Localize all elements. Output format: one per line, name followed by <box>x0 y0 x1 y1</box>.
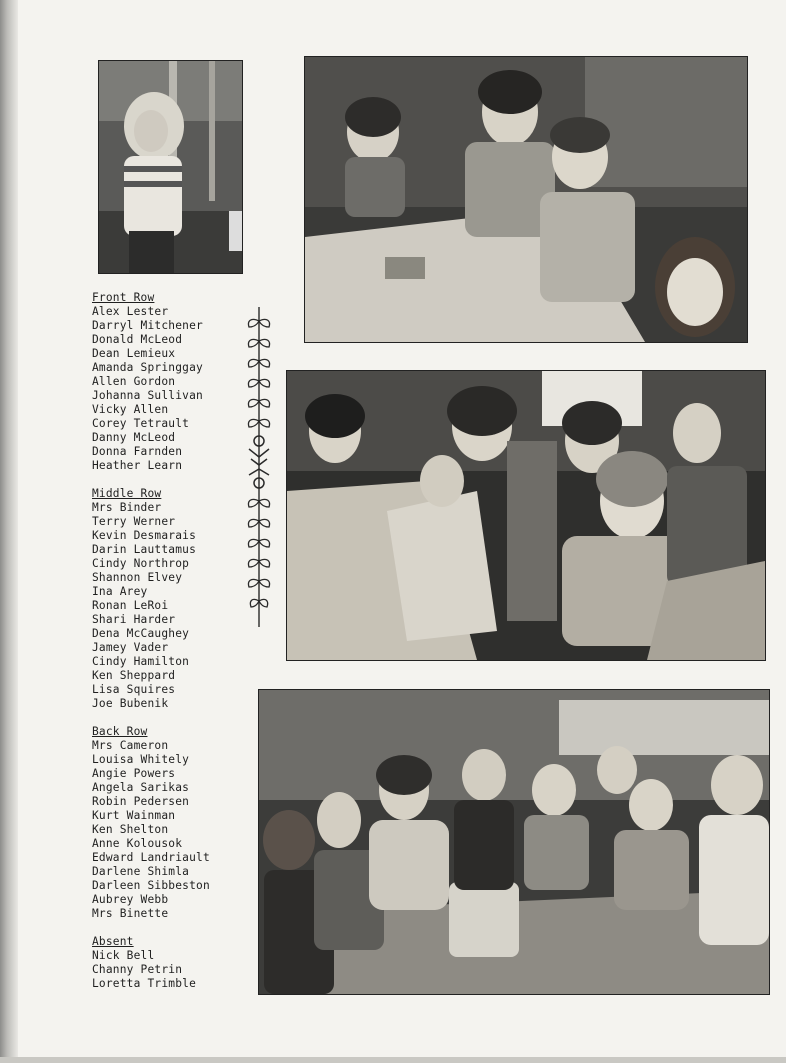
student-name: Ronan LeRoi <box>92 599 169 612</box>
student-name: Dean Lemieux <box>92 347 176 360</box>
student-name: Cindy Hamilton <box>92 655 190 668</box>
student-name: Joe Bubenik <box>92 697 169 710</box>
student-name: Ina Arey <box>92 585 148 598</box>
student-name: Ken Shelton <box>92 823 169 836</box>
student-name: Jamey Vader <box>92 641 169 654</box>
student-name: Robin Pedersen <box>92 795 190 808</box>
name-group <box>92 487 242 711</box>
student-name: Terry Werner <box>92 515 176 528</box>
student-name: Darleen Sibbeston <box>92 879 210 892</box>
student-name: Shannon Elvey <box>92 571 183 584</box>
binding-edge <box>0 0 18 1063</box>
photo-children-at-table-with-teacher <box>258 689 770 995</box>
student-name: Mrs Binette <box>92 907 169 920</box>
name-group <box>92 291 242 473</box>
group-heading: Absent <box>92 935 134 948</box>
student-name: Edward Landriault <box>92 851 210 864</box>
photo-children-with-crafts <box>286 370 766 661</box>
name-group <box>92 725 242 921</box>
student-name: Angela Sarikas <box>92 781 190 794</box>
student-name: Mrs Binder <box>92 501 162 514</box>
student-name: Loretta Trimble <box>92 977 197 990</box>
student-name: Louisa Whitely <box>92 753 190 766</box>
student-name: Donald McLeod <box>92 333 183 346</box>
student-name: Mrs Cameron <box>92 739 169 752</box>
student-name: Dena McCaughey <box>92 627 190 640</box>
fern-ornament <box>243 307 275 627</box>
student-name: Anne Kolousok <box>92 837 183 850</box>
student-name: Angie Powers <box>92 767 176 780</box>
student-name: Cindy Northrop <box>92 557 190 570</box>
group-heading: Middle Row <box>92 487 162 500</box>
student-name: Heather Learn <box>92 459 183 472</box>
student-name: Ken Sheppard <box>92 669 176 682</box>
student-name: Channy Petrin <box>92 963 183 976</box>
photo-girl-on-telephone <box>98 60 243 274</box>
student-name: Johanna Sullivan <box>92 389 203 402</box>
student-name: Darlene Shimla <box>92 865 190 878</box>
class-name-list <box>92 291 242 1005</box>
student-name: Danny McLeod <box>92 431 176 444</box>
student-name: Donna Farnden <box>92 445 183 458</box>
student-name: Nick Bell <box>92 949 155 962</box>
group-heading: Front Row <box>92 291 155 304</box>
photo-class-drawing-with-teacher <box>304 56 748 343</box>
student-name: Shari Harder <box>92 613 176 626</box>
student-name: Kevin Desmarais <box>92 529 197 542</box>
group-heading: Back Row <box>92 725 148 738</box>
student-name: Amanda Springgay <box>92 361 203 374</box>
student-name: Vicky Allen <box>92 403 169 416</box>
student-name: Aubrey Webb <box>92 893 169 906</box>
student-name: Alex Lester <box>92 305 169 318</box>
student-name: Kurt Wainman <box>92 809 176 822</box>
page-bottom-edge <box>0 1057 786 1063</box>
student-name: Lisa Squires <box>92 683 176 696</box>
student-name: Corey Tetrault <box>92 417 190 430</box>
student-name: Darryl Mitchener <box>92 319 203 332</box>
student-name: Allen Gordon <box>92 375 176 388</box>
student-name: Darin Lauttamus <box>92 543 197 556</box>
name-group <box>92 935 242 991</box>
